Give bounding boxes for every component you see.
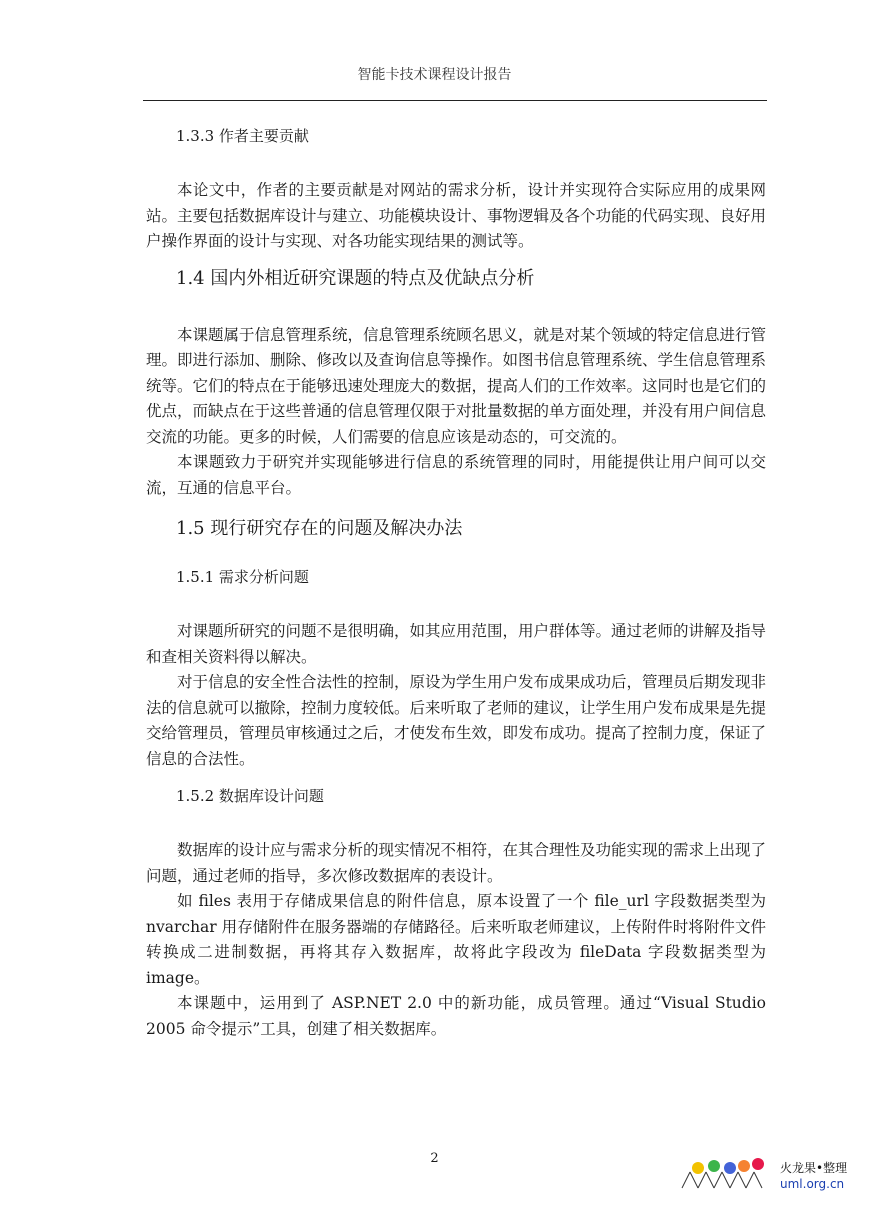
page-header: 智能卡技术课程设计报告 xyxy=(357,67,512,83)
watermark-url: uml.org.cn xyxy=(780,1177,845,1191)
header-rule xyxy=(143,100,767,101)
logo-dot xyxy=(708,1160,720,1172)
document-body xyxy=(146,124,766,1042)
heading-1-3-3: 1.3.3 作者主要贡献 xyxy=(176,127,309,145)
paragraph: 如 files 表用于存储成果信息的附件信息，原本设置了一个 file_url 字段数据类型为 nvarchar 用存储附件在服务器端的存储路径。后来听取老师建议，上传附件时将附件文件转换成二进制数据，再将其存入数据库，故将此字段改为 fileData 字段数据类型为 image。 xyxy=(146,892,766,987)
paragraph: 本论文中，作者的主要贡献是对网站的需求分析，设计并实现符合实际应用的成果网站。主要包括数据库设计与建立、功能模块设计、事物逻辑及各个功能的代码实现、良好用户操作界面的设计与实现、对各功能实现结果的测试等。 xyxy=(146,181,767,250)
heading-1-4: 1.4 国内外相近研究课题的特点及优缺点分析 xyxy=(176,267,535,289)
paragraph: 对课题所研究的问题不是很明确，如其应用范围，用户群体等。通过老师的讲解及指导和查相关资料得以解决。 xyxy=(146,622,767,666)
logo-dot xyxy=(752,1158,764,1170)
logo-dot xyxy=(738,1160,750,1172)
paragraph: 对于信息的安全性合法性的控制，原设为学生用户发布成果成功后，管理员后期发现非法的信息就可以撤除，控制力度较低。后来听取了老师的建议，让学生用户发布成果是先提交给管理员，管理员审核通过之后，才使发布生效，即发布成功。提高了控制力度，保证了信息的合法性。 xyxy=(146,673,767,768)
watermark-text xyxy=(780,1160,847,1192)
heading-1-5: 1.5 现行研究存在的问题及解决办法 xyxy=(176,518,463,539)
logo-dot xyxy=(724,1162,736,1174)
heading-1-5-1: 1.5.1 需求分析问题 xyxy=(176,568,309,586)
paragraph: 本课题属于信息管理系统，信息管理系统顾名思义，就是对某个领域的特定信息进行管理。即进行添加、删除、修改以及查询信息等操作。如图书信息管理系统、学生信息管理系统等。它们的特点在于能够迅速处理庞大的数据，提高人们的工作效率。这同时也是它们的优点，而缺点在于这些普通的信息管理仅限于对批量数据的单方面处理，并没有用户间信息交流的功能。更多的时候，人们需要的信息应该是动态的，可交流的。 xyxy=(146,325,767,446)
paragraph: 数据库的设计应与需求分析的现实情况不相符，在其合理性及功能实现的需求上出现了问题，通过老师的指导，多次修改数据库的表设计。 xyxy=(146,841,767,885)
watermark-brand: 火龙果•整理 xyxy=(780,1161,848,1175)
heading-1-5-2: 1.5.2 数据库设计问题 xyxy=(176,787,324,805)
page-number: 2 xyxy=(430,1151,439,1166)
logo-dot xyxy=(692,1162,704,1174)
paragraph: 本课题致力于研究并实现能够进行信息的系统管理的同时，用能提供让用户间可以交流，互通的信息平台。 xyxy=(146,453,766,497)
paragraph: 本课题中，运用到了 ASP.NET 2.0 中的新功能，成员管理。通过“Visual Studio 2005 命令提示”工具，创建了相关数据库。 xyxy=(146,994,766,1038)
